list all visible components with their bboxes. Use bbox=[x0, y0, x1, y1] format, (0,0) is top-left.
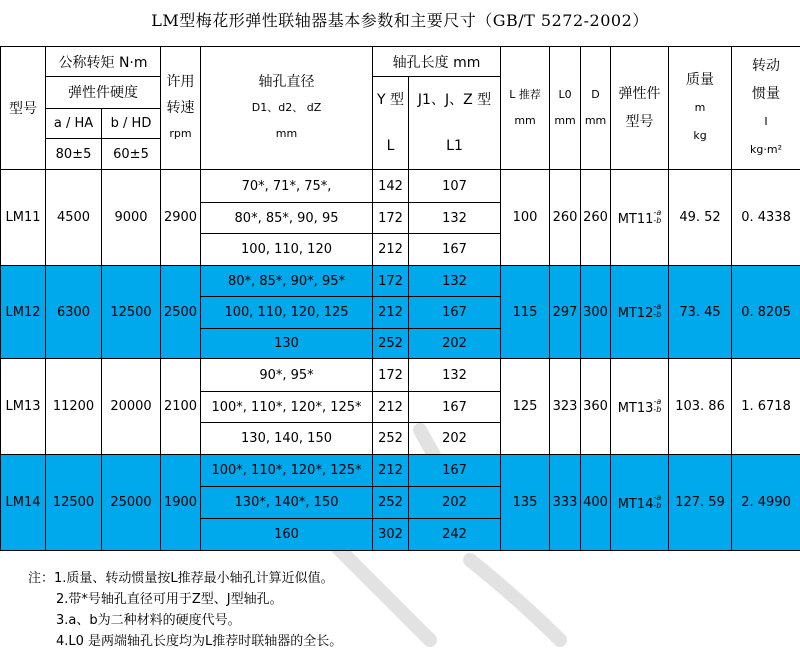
cell-model: LM14 bbox=[1, 455, 46, 551]
cell-bore: 100*, 110*, 120*, 125* bbox=[201, 455, 373, 487]
cell-inertia: 2. 4990 bbox=[732, 455, 800, 551]
cell-speed: 1900 bbox=[161, 455, 201, 551]
header-hardness: 弹性件硬度 bbox=[46, 77, 161, 109]
cell-l1: 167 bbox=[409, 297, 501, 329]
cell-l: 172 bbox=[373, 359, 409, 392]
cell-l: 252 bbox=[373, 423, 409, 455]
cell-elastic: MT11 -a -b bbox=[611, 170, 669, 266]
cell-bore: 100*, 110*, 120*, 125* bbox=[201, 392, 373, 423]
header-bore-diameter: 轴孔直径 D1、d2、 dZ mm bbox=[201, 47, 373, 170]
cell-l: 302 bbox=[373, 519, 409, 551]
notes bbox=[28, 568, 342, 652]
cell-bore: 160 bbox=[201, 519, 373, 551]
header-elastic-model: 弹性件 型号 bbox=[611, 47, 669, 170]
cell-torque-b: 25000 bbox=[102, 455, 161, 551]
cell-torque-b: 20000 bbox=[102, 359, 161, 455]
cell-bore: 100, 110, 120, 125 bbox=[201, 297, 373, 329]
cell-l1: 202 bbox=[409, 329, 501, 359]
cell-bore: 130*, 140*, 150 bbox=[201, 487, 373, 519]
cell-l: 212 bbox=[373, 234, 409, 266]
cell-torque-a: 6300 bbox=[46, 266, 102, 359]
cell-l1: 167 bbox=[409, 455, 501, 487]
cell-l: 212 bbox=[373, 455, 409, 487]
cell-l0: 333 bbox=[550, 455, 581, 551]
cell-bore: 100, 110, 120 bbox=[201, 234, 373, 266]
cell-l1: 132 bbox=[409, 203, 501, 234]
cell-l0: 260 bbox=[550, 170, 581, 266]
cell-l1: 167 bbox=[409, 234, 501, 266]
cell-l1: 132 bbox=[409, 266, 501, 297]
cell-d: 360 bbox=[581, 359, 611, 455]
header-hd-value: 60±5 bbox=[102, 139, 161, 170]
header-ha-value: 80±5 bbox=[46, 139, 102, 170]
header-l0: L0 mm bbox=[550, 47, 581, 170]
header-hd: b / HD bbox=[102, 108, 161, 139]
cell-l-recommended: 125 bbox=[501, 359, 550, 455]
cell-elastic: MT13 -a -b bbox=[611, 359, 669, 455]
note-item: 4.L0 是两端轴孔长度均为L推荐时联轴器的全长。 bbox=[56, 634, 343, 649]
cell-l1: 202 bbox=[409, 487, 501, 519]
header-bore-length: 轴孔长度 mm bbox=[373, 47, 501, 77]
header-ha: a / HA bbox=[46, 108, 102, 139]
cell-model: LM11 bbox=[1, 170, 46, 266]
note-item: 3.a、b为二种材料的硬度代号。 bbox=[56, 613, 241, 628]
cell-mass: 103. 86 bbox=[669, 359, 732, 455]
note-item: 2.带*号轴孔直径可用于Z型、J型轴孔。 bbox=[56, 592, 283, 607]
header-inertia: 转动 惯量 I kg·m² bbox=[732, 47, 800, 170]
cell-torque-b: 9000 bbox=[102, 170, 161, 266]
cell-bore: 130, 140, 150 bbox=[201, 423, 373, 455]
cell-mass: 49. 52 bbox=[669, 170, 732, 266]
cell-l-recommended: 100 bbox=[501, 170, 550, 266]
cell-l: 252 bbox=[373, 329, 409, 359]
cell-inertia: 0. 8205 bbox=[732, 266, 800, 359]
cell-l1: 107 bbox=[409, 170, 501, 203]
cell-l: 172 bbox=[373, 203, 409, 234]
cell-inertia: 1. 6718 bbox=[732, 359, 800, 455]
cell-d: 300 bbox=[581, 266, 611, 359]
cell-l: 212 bbox=[373, 297, 409, 329]
cell-l: 252 bbox=[373, 487, 409, 519]
cell-torque-a: 11200 bbox=[46, 359, 102, 455]
header-jz-type: J1、J、Z 型 L1 bbox=[409, 77, 501, 170]
cell-l1: 242 bbox=[409, 519, 501, 551]
cell-bore: 80*, 85*, 90, 95 bbox=[201, 203, 373, 234]
header-speed: 许用 转速 rpm bbox=[161, 47, 201, 170]
cell-d: 260 bbox=[581, 170, 611, 266]
cell-l0: 297 bbox=[550, 266, 581, 359]
cell-l1: 202 bbox=[409, 423, 501, 455]
cell-torque-b: 12500 bbox=[102, 266, 161, 359]
cell-d: 400 bbox=[581, 455, 611, 551]
header-y-type: Y 型 L bbox=[373, 77, 409, 170]
cell-l-recommended: 115 bbox=[501, 266, 550, 359]
header-d: D mm bbox=[581, 47, 611, 170]
cell-inertia: 0. 4338 bbox=[732, 170, 800, 266]
header-mass: 质量 m kg bbox=[669, 47, 732, 170]
header-model: 型号 bbox=[1, 47, 46, 170]
cell-model: LM13 bbox=[1, 359, 46, 455]
cell-l0: 323 bbox=[550, 359, 581, 455]
header-torque: 公称转矩 N·m bbox=[46, 47, 161, 77]
cell-mass: 73. 45 bbox=[669, 266, 732, 359]
cell-torque-a: 12500 bbox=[46, 455, 102, 551]
note-item: 注：1.质量、转动惯量按L推荐最小轴孔计算近似值。 bbox=[28, 571, 334, 586]
cell-bore: 70*, 71*, 75*, bbox=[201, 170, 373, 203]
cell-speed: 2900 bbox=[161, 170, 201, 266]
page-title: LM型梅花形弹性联轴器基本参数和主要尺寸（GB/T 5272-2002） bbox=[151, 11, 649, 30]
cell-speed: 2100 bbox=[161, 359, 201, 455]
cell-l: 142 bbox=[373, 170, 409, 203]
cell-elastic: MT14 -a -b bbox=[611, 455, 669, 551]
cell-l1: 167 bbox=[409, 392, 501, 423]
cell-l: 212 bbox=[373, 392, 409, 423]
cell-l-recommended: 135 bbox=[501, 455, 550, 551]
cell-mass: 127. 59 bbox=[669, 455, 732, 551]
cell-l1: 132 bbox=[409, 359, 501, 392]
cell-bore: 130 bbox=[201, 329, 373, 359]
cell-speed: 2500 bbox=[161, 266, 201, 359]
header-l-recommended: L 推荐 mm bbox=[501, 47, 550, 170]
cell-l: 172 bbox=[373, 266, 409, 297]
cell-bore: 90*, 95* bbox=[201, 359, 373, 392]
spec-table bbox=[0, 46, 800, 551]
cell-bore: 80*, 85*, 90*, 95* bbox=[201, 266, 373, 297]
cell-elastic: MT12 -a -b bbox=[611, 266, 669, 359]
cell-model: LM12 bbox=[1, 266, 46, 359]
cell-torque-a: 4500 bbox=[46, 170, 102, 266]
